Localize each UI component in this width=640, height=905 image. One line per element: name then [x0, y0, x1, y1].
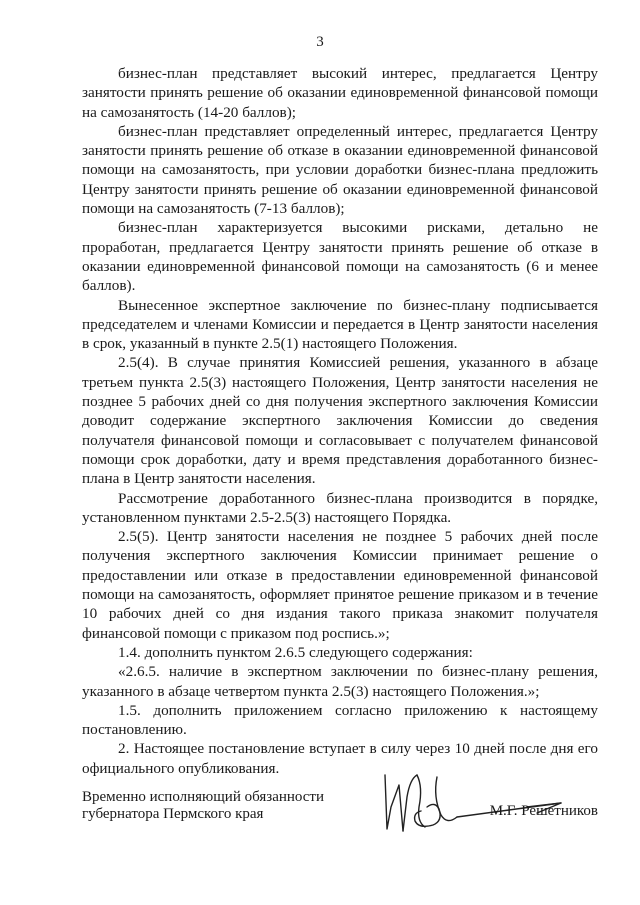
- paragraph-high-risk: бизнес-план характеризуется высокими рисками, детально не проработан, предлагается Центру занятости принять решение об отказе в оказании единовременной финансовой помощи на самозанятость (6 и менее баллов).: [82, 219, 598, 295]
- paragraph-2-6-5: «2.6.5. наличие в экспертном заключении по бизнес-плану решения, указанного в абзаце четвертом пункта 2.5(3) настоящего Положения.»;: [82, 663, 598, 700]
- paragraph-high-interest: бизнес-план представляет высокий интерес, предлагается Центру занятости принять решение об оказании единовременной финансовой помощи на самозанятость (14-20 баллов);: [82, 65, 598, 121]
- signatory-title-line1: Временно исполняющий обязанности: [82, 789, 325, 805]
- signatory-title: [82, 789, 324, 823]
- paragraph-1-5: 1.5. дополнить приложением согласно приложению к настоящему постановлению.: [82, 701, 598, 739]
- document-body: [82, 64, 598, 778]
- paragraph-certain-interest: бизнес-план представляет определенный интерес, предлагается Центру занятости принять решение об отказе в оказании единовременной финансовой помощи на самозанятость, при условии доработки бизнес-плана предложить Центру занятости принять решение об оказании единовременной финансовой помощи на самозанятость (7-13 баллов);: [82, 122, 598, 218]
- paragraph-2-5-4: 2.5(4). В случае принятия Комиссией решения, указанного в абзаце третьем пункта 2.5(3) настоящего Положения, Центр занятости населения не позднее 5 рабочих дней со дня получения экспертного заключения Комиссии доводит содержание экспертного заключения Комиссии до сведения получателя финансовой помощи и согласовывает с получателем финансовой помощи срок доработки, дату и время представления доработанного бизнес-плана в Центр занятости населения.: [82, 354, 598, 488]
- paragraph-expert-conclusion: Вынесенное экспертное заключение по бизнес-плану подписывается председателем и членами Комиссии и передается в Центр занятости населения в срок, указанный в пункте 2.5(1) настоящего Положения.: [82, 296, 598, 353]
- paragraph-1-4: 1.4. дополнить пунктом 2.6.5 следующего содержания:: [118, 643, 473, 661]
- page-number: 3: [316, 34, 324, 50]
- paragraph-2-5-5: 2.5(5). Центр занятости населения не позднее 5 рабочих дней после получения экспертного заключения Комиссии принимает решение о предоставлении или отказе в предоставлении единовременной финансовой помощи на самозанятость, оформляет принятое решение приказом и в течение 10 рабочих дней со дня издания такого приказа знакомит получателя финансовой помощи с приказом под роспись.»;: [82, 528, 598, 642]
- paragraph-review: Рассмотрение доработанного бизнес-плана производится в порядке, установленном пунктами 2.5-2.5(3) настоящего Порядка.: [82, 489, 598, 526]
- signatory-title-line2: губернатора Пермского края: [82, 806, 264, 822]
- signatory-name: М.Г. Решетников: [489, 803, 598, 819]
- paragraph-effective-date: 2. Настоящее постановление вступает в силу через 10 дней после дня его официального опубликования.: [82, 740, 598, 777]
- signature-block: [82, 789, 598, 849]
